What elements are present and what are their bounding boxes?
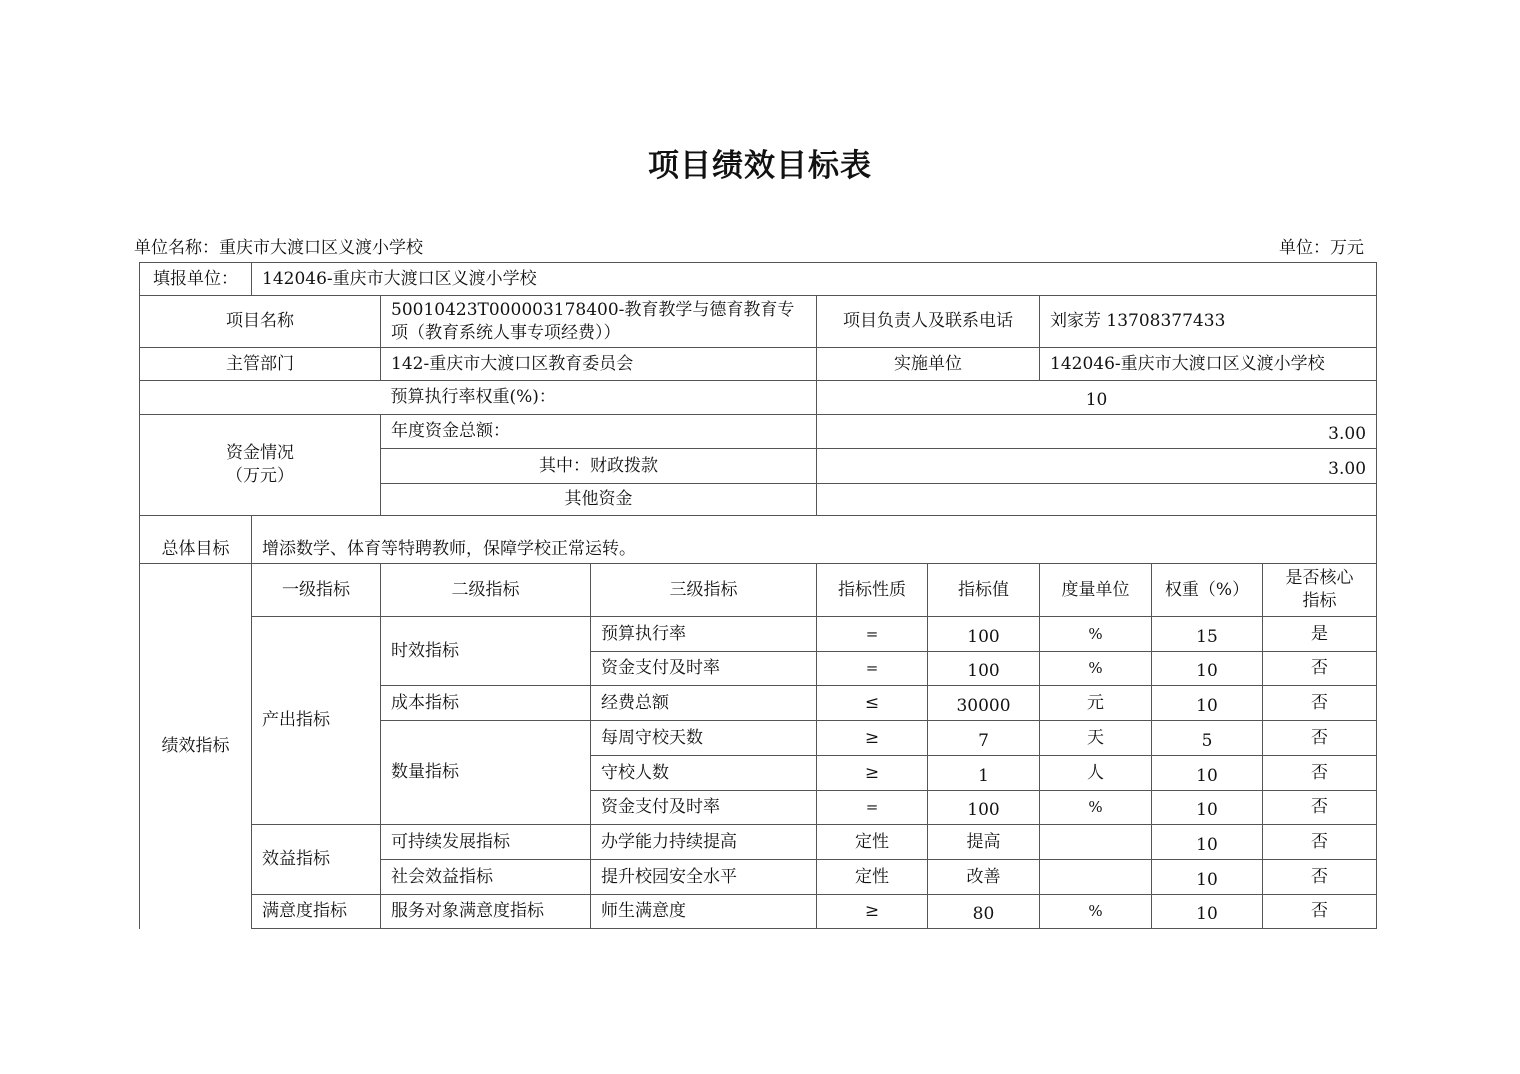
value-cell: 100: [928, 617, 1040, 652]
value-cell: 改善: [928, 860, 1040, 895]
fill-unit-value: 142046-重庆市大渡口区义渡小学校: [252, 263, 1377, 296]
table-row: [140, 617, 1377, 652]
level2-social: 社会效益指标: [381, 860, 591, 895]
dept-value: 142-重庆市大渡口区教育委员会: [381, 348, 817, 381]
project-name-value: 50010423T000003178400-教育教学与德育教育专项（教育系统人事专项经费））: [381, 296, 817, 348]
dept-row: [140, 348, 1377, 381]
level1-benefit: 效益指标: [252, 825, 381, 895]
page-title: 项目绩效目标表: [648, 148, 872, 184]
budget-rate-value: 10: [817, 381, 1377, 415]
level3-cell: 守校人数: [591, 756, 817, 791]
level3-cell: 提升校园安全水平: [591, 860, 817, 895]
level3-cell: 经费总额: [591, 686, 817, 721]
project-name-label: 项目名称: [140, 296, 381, 348]
level1-satisfaction: 满意度指标: [252, 895, 381, 929]
value-cell: 80: [928, 895, 1040, 929]
level3-cell: 资金支付及时率: [591, 791, 817, 825]
nature-cell: 定性: [817, 825, 928, 860]
header-level2: 二级指标: [381, 564, 591, 617]
performance-table: [139, 262, 1377, 929]
unit-name: 单位名称：重庆市大渡口区义渡小学校: [134, 238, 423, 258]
funds-label-line1: 资金情况: [226, 443, 294, 463]
core-cell: 否: [1263, 895, 1377, 929]
table-row: [140, 825, 1377, 860]
funds-total-label: 年度资金总额：: [381, 415, 817, 449]
funds-other-label: 其他资金: [381, 484, 817, 516]
header-core: [1263, 564, 1377, 617]
level3-cell: 预算执行率: [591, 617, 817, 652]
value-cell: 30000: [928, 686, 1040, 721]
funds-total-value: 3.00: [817, 415, 1377, 449]
nature-cell: =: [817, 617, 928, 652]
unit-cell: 人: [1040, 756, 1152, 791]
fill-unit-row: [140, 263, 1377, 296]
level2-sustainable: 可持续发展指标: [381, 825, 591, 860]
value-cell: 7: [928, 721, 1040, 756]
impl-unit-label: 实施单位: [817, 348, 1040, 381]
nature-cell: ≥: [817, 721, 928, 756]
weight-cell: 10: [1152, 895, 1263, 929]
level2-timeliness: 时效指标: [381, 617, 591, 686]
core-cell: 否: [1263, 860, 1377, 895]
level2-quantity: 数量指标: [381, 721, 591, 825]
table-row: [140, 895, 1377, 929]
nature-cell: ≥: [817, 756, 928, 791]
unit-cell: %: [1040, 617, 1152, 652]
core-cell: 否: [1263, 756, 1377, 791]
project-row: [140, 296, 1377, 348]
nature-cell: 定性: [817, 860, 928, 895]
funds-total-row: [140, 415, 1377, 449]
funds-label: [140, 415, 381, 516]
overall-row: [140, 516, 1377, 564]
nature-cell: =: [817, 791, 928, 825]
level3-cell: 办学能力持续提高: [591, 825, 817, 860]
header-nature: 指标性质: [817, 564, 928, 617]
value-cell: 100: [928, 652, 1040, 686]
header-core-line1: 是否核心: [1285, 568, 1354, 588]
core-cell: 否: [1263, 686, 1377, 721]
weight-cell: 5: [1152, 721, 1263, 756]
project-contact-value: 刘家芳 13708377433: [1040, 296, 1377, 348]
weight-cell: 15: [1152, 617, 1263, 652]
unit-cell: 天: [1040, 721, 1152, 756]
level1-output: 产出指标: [252, 617, 381, 825]
overall-label: 总体目标: [140, 516, 252, 564]
value-cell: 100: [928, 791, 1040, 825]
project-contact-label: 项目负责人及联系电话: [817, 296, 1040, 348]
core-cell: 否: [1263, 721, 1377, 756]
header-unit: 度量单位: [1040, 564, 1152, 617]
nature-cell: ≤: [817, 686, 928, 721]
level2-service: 服务对象满意度指标: [381, 895, 591, 929]
unit-cell: [1040, 825, 1152, 860]
dept-label: 主管部门: [140, 348, 381, 381]
funds-fiscal-value: 3.00: [817, 449, 1377, 484]
header-value: 指标值: [928, 564, 1040, 617]
unit-cell: %: [1040, 895, 1152, 929]
weight-cell: 10: [1152, 756, 1263, 791]
weight-cell: 10: [1152, 860, 1263, 895]
unit-cell: %: [1040, 652, 1152, 686]
overall-value: 增添数学、体育等特聘教师，保障学校正常运转。: [252, 516, 1377, 564]
fill-unit-label: 填报单位：: [140, 263, 252, 296]
core-cell: 否: [1263, 825, 1377, 860]
unit-cell: [1040, 860, 1152, 895]
currency-unit: 单位：万元: [1279, 238, 1364, 258]
nature-cell: ≥: [817, 895, 928, 929]
budget-rate-label: 预算执行率权重(%)：: [381, 381, 817, 415]
impl-unit-value: 142046-重庆市大渡口区义渡小学校: [1040, 348, 1377, 381]
level3-cell: 资金支付及时率: [591, 652, 817, 686]
header-level1: 一级指标: [252, 564, 381, 617]
unit-cell: 元: [1040, 686, 1152, 721]
level3-cell: 每周守校天数: [591, 721, 817, 756]
weight-cell: 10: [1152, 825, 1263, 860]
budget-rate-row: [140, 381, 1377, 415]
nature-cell: =: [817, 652, 928, 686]
core-cell: 否: [1263, 652, 1377, 686]
value-cell: 提高: [928, 825, 1040, 860]
perf-label: 绩效指标: [140, 564, 252, 929]
value-cell: 1: [928, 756, 1040, 791]
funds-label-line2: （万元）: [226, 466, 294, 486]
core-cell: 否: [1263, 791, 1377, 825]
core-cell: 是: [1263, 617, 1377, 652]
header-core-line2: 指标: [1302, 591, 1337, 611]
indicator-header-row: [140, 564, 1377, 617]
header-weight: 权重（%）: [1152, 564, 1263, 617]
funds-fiscal-label: 其中：财政拨款: [381, 449, 817, 484]
weight-cell: 10: [1152, 652, 1263, 686]
level3-cell: 师生满意度: [591, 895, 817, 929]
level2-cost: 成本指标: [381, 686, 591, 721]
funds-other-value: [817, 484, 1377, 516]
weight-cell: 10: [1152, 791, 1263, 825]
weight-cell: 10: [1152, 686, 1263, 721]
header-level3: 三级指标: [591, 564, 817, 617]
unit-cell: %: [1040, 791, 1152, 825]
